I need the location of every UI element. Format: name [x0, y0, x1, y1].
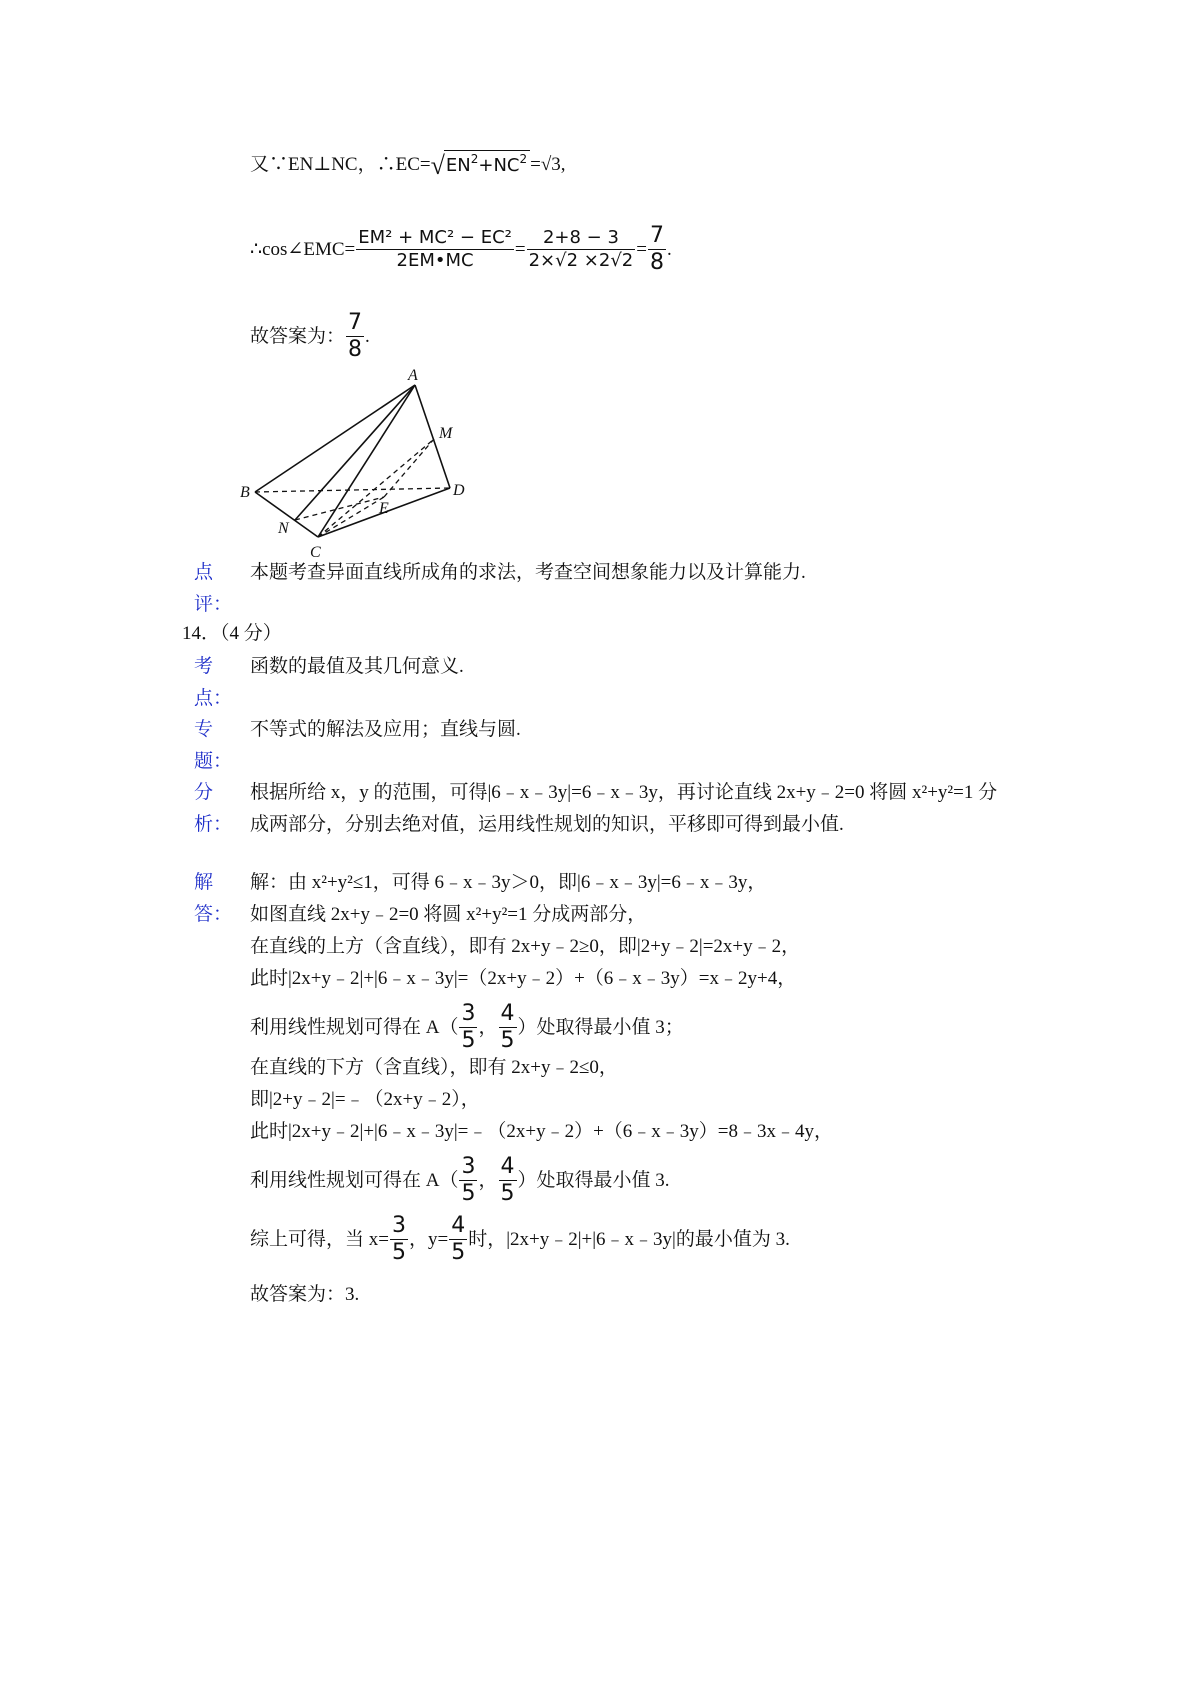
period: . — [365, 325, 370, 347]
fraction-4-5 — [449, 1215, 467, 1264]
solution-line-6: 在直线的下方（含直线），即有 2x+y﹣2≤0， — [250, 1057, 618, 1078]
zhuanti-label-1: 专 — [194, 719, 214, 740]
ec-sqrt: $√EN^2+NC^2$ — [431, 150, 531, 179]
den: 8 — [348, 337, 363, 362]
fraction-3-5 — [390, 1215, 408, 1264]
den: 5 — [391, 1240, 406, 1265]
solution-line-11: 故答案为：3. — [250, 1284, 360, 1305]
label-e: E — [379, 500, 389, 517]
fraction-4-5 — [499, 1003, 517, 1052]
solution-line-5 — [250, 1003, 684, 1052]
ec-radicand-b: NC — [493, 155, 520, 176]
den: 5 — [500, 1028, 515, 1053]
solution-line-8: 此时|2x+y﹣2|+|6﹣x﹣3y|=﹣（2x+y﹣2）+（6﹣x﹣3y）=8﹣3x﹣4y， — [250, 1121, 834, 1142]
kaodian-label-2: 点： — [194, 688, 233, 709]
den: 8 — [649, 250, 664, 275]
answer-prefix: 故答案为： — [250, 325, 346, 347]
cos-result-fraction — [648, 225, 666, 274]
fenxi-line-1: 根据所给 x，y 的范围，可得|6﹣x﹣3y|=6﹣x﹣3y，再讨论直线 2x+y﹣2=0 将圆 x²+y²=1 分 — [250, 782, 998, 803]
fraction-3-5 — [459, 1003, 477, 1052]
sup: 2 — [519, 152, 528, 166]
q14-header: 14．（4 分） — [182, 623, 282, 644]
ec-result: =√3, — [530, 153, 566, 175]
num: 3 — [391, 1213, 406, 1238]
equals: = — [636, 238, 647, 260]
period: . — [666, 238, 672, 260]
solution-text: ，y= — [408, 1228, 449, 1250]
den: 5 — [500, 1181, 515, 1206]
cos-den-2: 2×√2 ×2√2 — [528, 250, 634, 271]
solution-line-10 — [250, 1215, 790, 1264]
comma: ， — [478, 1169, 498, 1191]
cos-fraction-1 — [356, 229, 514, 270]
solution-text: 综上可得，当 x= — [250, 1228, 389, 1250]
fraction-3-5 — [459, 1156, 477, 1205]
label-n: N — [278, 520, 289, 537]
answer-fraction — [346, 312, 364, 361]
fenxi-line-2: 成两部分，分别去绝对值，运用线性规划的知识，平移即可得到最小值. — [250, 814, 844, 835]
label-d: D — [453, 482, 465, 499]
cos-line — [250, 225, 672, 274]
solution-text: 时，|2x+y﹣2|+|6﹣x﹣3y|的最小值为 3. — [468, 1228, 790, 1250]
cos-prefix: ∴cos∠EMC= — [250, 238, 356, 260]
edge-bd — [255, 488, 450, 492]
ec-line — [250, 150, 566, 179]
equals: = — [514, 238, 526, 260]
tetrahedron-figure — [240, 365, 480, 565]
fenxi-label-2: 析： — [194, 814, 233, 835]
solution-line-9 — [250, 1156, 670, 1205]
solution-text: 利用线性规划可得在 A（ — [250, 1169, 459, 1191]
num: 4 — [451, 1213, 466, 1238]
comma: ， — [478, 1016, 498, 1038]
fenxi-label-1: 分 — [194, 782, 214, 803]
solution-line-2: 如图直线 2x+y﹣2=0 将圆 x²+y²=1 分成两部分， — [250, 904, 647, 925]
solution-line-4: 此时|2x+y﹣2|+|6﹣x﹣3y|=（2x+y﹣2）+（6﹣x﹣3y）=x﹣2y+4， — [250, 968, 797, 989]
label-b: B — [240, 484, 250, 501]
plus: + — [478, 155, 494, 176]
solution-line-3: 在直线的上方（含直线），即有 2x+y﹣2≥0，即|2+y﹣2|=2x+y﹣2， — [250, 936, 801, 957]
num: 7 — [649, 223, 664, 248]
solution-line-7: 即|2+y﹣2|=﹣（2x+y﹣2）， — [250, 1089, 480, 1110]
cos-num-1: EM² + MC² − EC² — [358, 227, 512, 248]
comment-label-1: 点 — [194, 562, 214, 583]
kaodian-text: 函数的最值及其几何意义. — [250, 656, 464, 677]
cos-den-1: 2EM•MC — [396, 250, 474, 271]
den: 5 — [461, 1028, 476, 1053]
zhuanti-label-2: 题： — [194, 751, 233, 772]
solution-text: 利用线性规划可得在 A（ — [250, 1016, 459, 1038]
label-c: C — [310, 544, 321, 561]
solution-line-1: 解：由 x²+y²≤1，可得 6﹣x﹣3y＞0，即|6﹣x﹣3y|=6﹣x﹣3y， — [250, 872, 767, 893]
solution-text: ）处取得最小值 3. — [517, 1169, 670, 1191]
cos-num-2: 2+8 − 3 — [527, 229, 636, 250]
num: 3 — [461, 1154, 476, 1179]
num: 3 — [461, 1001, 476, 1026]
fraction-4-5 — [499, 1156, 517, 1205]
ec-line-prefix: 又∵EN⊥NC，∴EC= — [250, 153, 431, 175]
jieda-label-2: 答： — [194, 904, 233, 925]
jieda-label-1: 解 — [194, 872, 214, 893]
comment-text: 本题考查异面直线所成角的求法，考查空间想象能力以及计算能力. — [250, 562, 806, 583]
sup: 2 — [470, 152, 479, 166]
den: 5 — [461, 1181, 476, 1206]
num: 7 — [348, 310, 363, 335]
edge-ac — [318, 385, 415, 537]
solution-text: ）处取得最小值 3； — [517, 1016, 684, 1038]
num: 4 — [500, 1154, 515, 1179]
kaodian-label-1: 考 — [194, 656, 214, 677]
num: 4 — [500, 1001, 515, 1026]
answer-13 — [250, 312, 370, 361]
segment-ne — [295, 497, 384, 520]
zhuanti-text: 不等式的解法及应用；直线与圆. — [250, 719, 521, 740]
comment-label-2: 评： — [194, 594, 233, 615]
label-m: M — [439, 425, 453, 442]
label-a: A — [408, 367, 418, 384]
cos-fraction-2 — [527, 229, 636, 270]
segment-cm — [318, 439, 434, 537]
ec-radicand-a: EN — [445, 155, 471, 176]
den: 5 — [451, 1240, 466, 1265]
